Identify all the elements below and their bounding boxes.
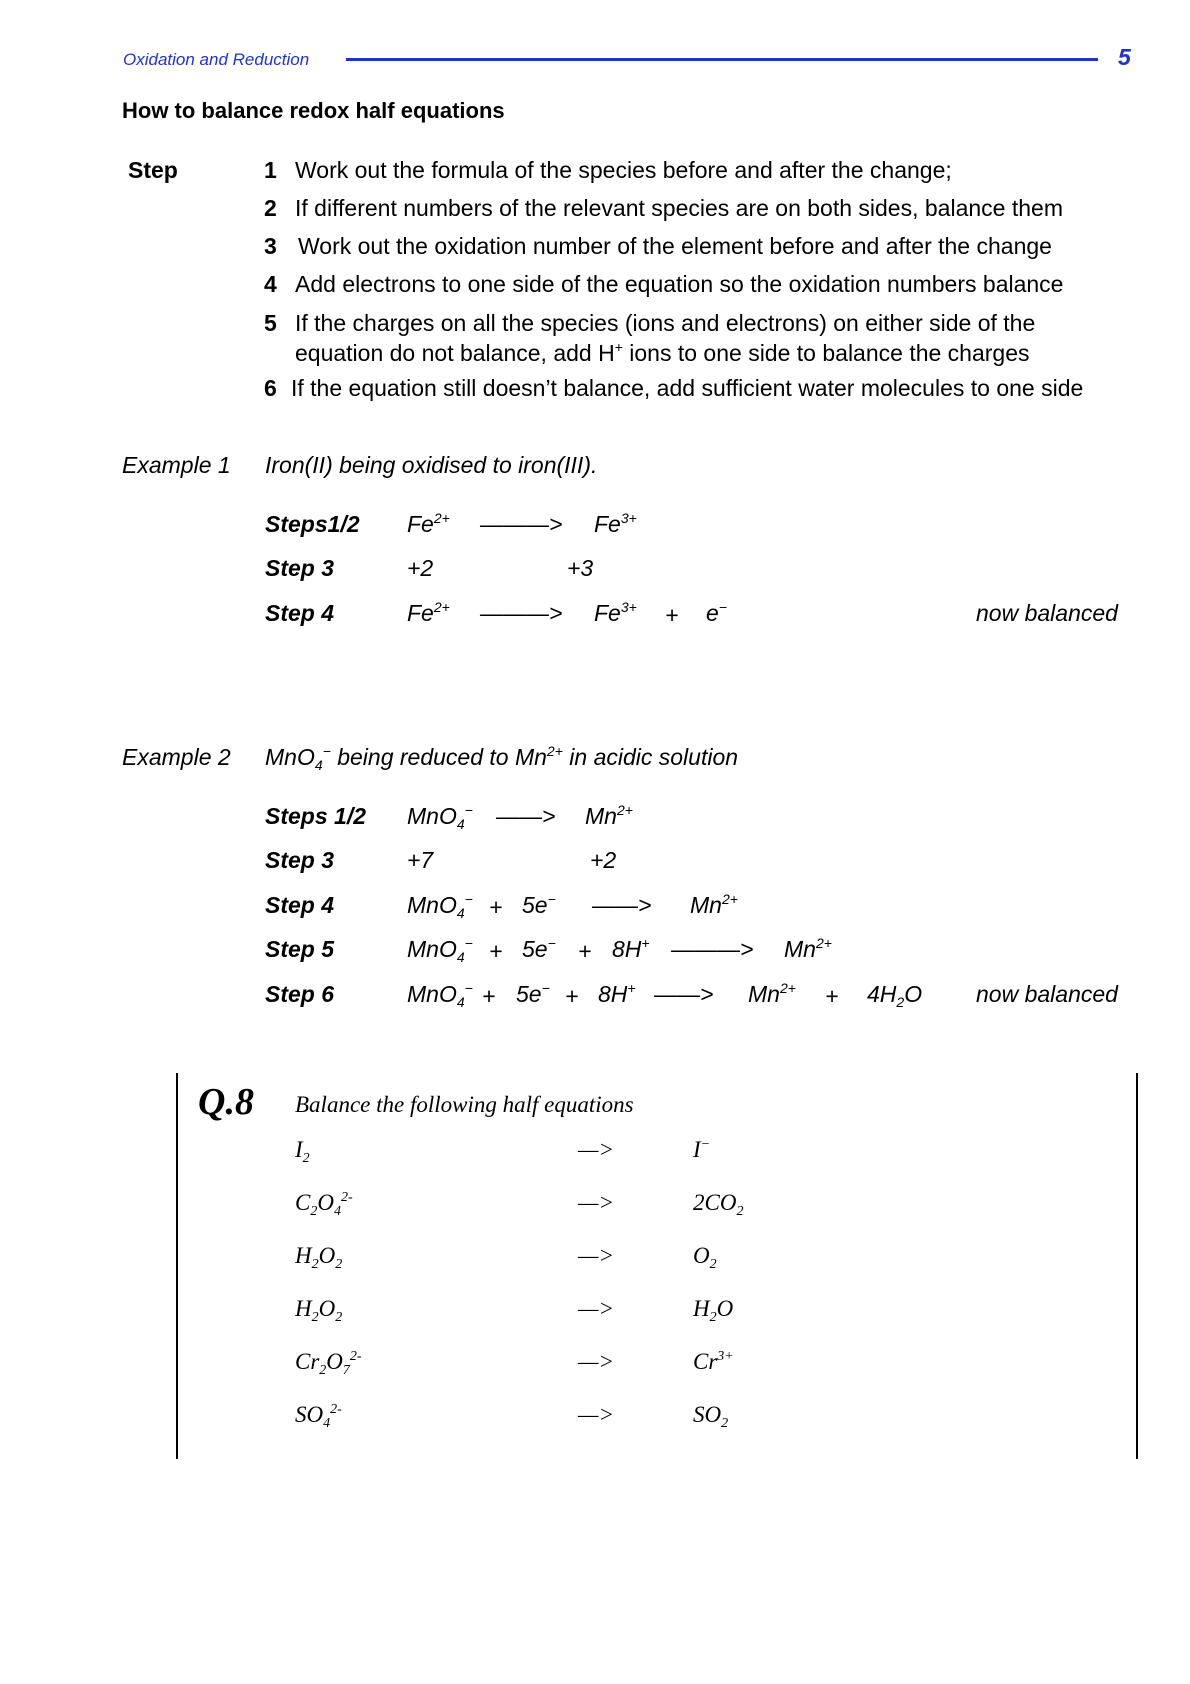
step-text: Work out the oxidation number of the element before and after the change bbox=[298, 233, 1052, 259]
hydrogen-ions: 8H+ bbox=[598, 980, 636, 1007]
reaction-arrow: ———> bbox=[480, 600, 563, 626]
permanganate: MnO$_4$− bbox=[407, 891, 473, 921]
plus-sign: + bbox=[825, 983, 839, 1009]
example-1-product: $Fe^{3+}$ bbox=[594, 599, 637, 626]
question-right-species: $2CO_2$ bbox=[693, 1190, 744, 1219]
example-1-step-label: Step 3 bbox=[265, 555, 335, 581]
electrons: 5e− bbox=[522, 891, 556, 918]
step-text: If the equation still doesn’t balance, add sufficient water molecules to one side bbox=[291, 375, 1084, 401]
reaction-arrow: —> bbox=[578, 1349, 614, 1374]
permanganate: MnO$_4$− bbox=[407, 980, 473, 1010]
balanced-note: now balanced bbox=[976, 600, 1118, 626]
reaction-arrow: ——> bbox=[654, 981, 714, 1007]
example-2-step-label: Step 3 bbox=[265, 847, 335, 873]
oxidation-number-right: +2 bbox=[590, 847, 617, 873]
question-right-species: $H_2O$ bbox=[693, 1296, 734, 1325]
header-rule bbox=[346, 58, 1098, 61]
plus-sign: + bbox=[489, 938, 503, 964]
step-text: Add electrons to one side of the equation so the oxidation numbers balance bbox=[295, 271, 1064, 297]
oxidation-number-right: +3 bbox=[567, 555, 594, 581]
permanganate: MnO$_4$− bbox=[407, 802, 473, 832]
reaction-arrow: ——> bbox=[496, 803, 556, 829]
example-1-product: $Fe^{3+}$ bbox=[594, 510, 637, 537]
reaction-arrow: ———> bbox=[671, 936, 754, 962]
step-number: 2 bbox=[264, 195, 277, 221]
example-2-title: MnO$_4$− being reduced to $Mn^{2+}$ in acidic solution bbox=[265, 743, 739, 773]
question-prompt: Balance the following half equations bbox=[295, 1092, 634, 1117]
question-box-right-border bbox=[1136, 1073, 1138, 1459]
plus-sign: + bbox=[565, 983, 579, 1009]
manganese-ion: $Mn^{2+}$ bbox=[748, 980, 796, 1007]
example-1-step-label: Steps1/2 bbox=[265, 511, 360, 537]
step-number: 5 bbox=[264, 310, 277, 336]
electrons: 5e− bbox=[516, 980, 550, 1007]
example-1-step-label: Step 4 bbox=[265, 600, 335, 626]
steps-label: Step bbox=[128, 157, 178, 183]
question-box-left-border bbox=[176, 1073, 178, 1459]
example-2-step-label: Step 5 bbox=[265, 936, 335, 962]
question-right-species: $SO_2$ bbox=[693, 1402, 729, 1431]
question-right-species: I− bbox=[693, 1137, 711, 1162]
plus-sign: + bbox=[665, 602, 679, 628]
step-text: If the charges on all the species (ions and electrons) on either side of the bbox=[295, 310, 1036, 336]
step-2 bbox=[264, 193, 1063, 223]
question-left-species: $H_2O_2$ bbox=[295, 1296, 343, 1325]
step-number: 6 bbox=[264, 375, 277, 401]
reaction-arrow: ——> bbox=[592, 892, 652, 918]
balanced-note: now balanced bbox=[976, 981, 1118, 1007]
example-1-reactant: $Fe^{2+}$ bbox=[407, 510, 450, 537]
reaction-arrow: —> bbox=[578, 1190, 614, 1215]
step-number: 3 bbox=[264, 233, 277, 259]
question-right-species: $Cr^{3+}$ bbox=[693, 1349, 734, 1374]
electron: e− bbox=[706, 599, 727, 626]
question-number: Q.8 bbox=[198, 1081, 254, 1123]
step-3 bbox=[264, 231, 1052, 261]
question-left-species: $SO_4^{2-}$ bbox=[295, 1402, 342, 1431]
step-6 bbox=[264, 373, 1083, 403]
example-2-step-label: Step 4 bbox=[265, 892, 335, 918]
manganese-ion: $Mn^{2+}$ bbox=[690, 891, 738, 918]
step-number: 4 bbox=[264, 271, 277, 297]
step-text: Work out the formula of the species before and after the change; bbox=[295, 157, 952, 183]
question-left-species: $I_2$ bbox=[295, 1137, 310, 1166]
reaction-arrow: ———> bbox=[480, 511, 563, 537]
reaction-arrow: —> bbox=[578, 1296, 614, 1321]
example-2-step-label: Steps 1/2 bbox=[265, 803, 366, 829]
plus-sign: + bbox=[489, 894, 503, 920]
question-right-species: $O_2$ bbox=[693, 1243, 717, 1272]
reaction-arrow: —> bbox=[578, 1402, 614, 1427]
plus-sign: + bbox=[482, 983, 496, 1009]
step-text-continued: equation do not balance, add H+ ions to one side to balance the charges bbox=[295, 339, 1030, 366]
water: $4H_2O$ bbox=[867, 981, 923, 1010]
example-1-label: Example 1 bbox=[122, 452, 231, 478]
example-2-step-label: Step 6 bbox=[265, 981, 335, 1007]
oxidation-number-left: +2 bbox=[407, 555, 434, 581]
reaction-arrow: —> bbox=[578, 1243, 614, 1268]
manganese-ion: $Mn^{2+}$ bbox=[784, 935, 832, 962]
hydrogen-ions: 8H+ bbox=[612, 935, 650, 962]
step-5 bbox=[264, 308, 1035, 368]
step-1 bbox=[264, 155, 952, 185]
question-left-species: $H_2O_2$ bbox=[295, 1243, 343, 1272]
step-4 bbox=[264, 269, 1063, 299]
example-1-reactant: $Fe^{2+}$ bbox=[407, 599, 450, 626]
page-number: 5 bbox=[1118, 44, 1131, 70]
example-1-title: Iron(II) being oxidised to iron(III). bbox=[265, 452, 598, 478]
manganese-ion: $Mn^{2+}$ bbox=[585, 802, 633, 829]
example-2-label: Example 2 bbox=[122, 744, 231, 770]
step-text: If different numbers of the relevant species are on both sides, balance them bbox=[295, 195, 1063, 221]
reaction-arrow: —> bbox=[578, 1137, 614, 1162]
permanganate: MnO$_4$− bbox=[407, 935, 473, 965]
oxidation-number-left: +7 bbox=[407, 847, 434, 873]
question-left-species: $C_2O_4^{2-}$ bbox=[295, 1190, 353, 1219]
electrons: 5e− bbox=[522, 935, 556, 962]
question-left-species: $Cr_2O_7^{2-}$ bbox=[295, 1349, 362, 1378]
running-header-title: Oxidation and Reduction bbox=[123, 50, 310, 69]
section-title: How to balance redox half equations bbox=[122, 98, 505, 123]
step-number: 1 bbox=[264, 157, 277, 183]
plus-sign: + bbox=[578, 938, 592, 964]
